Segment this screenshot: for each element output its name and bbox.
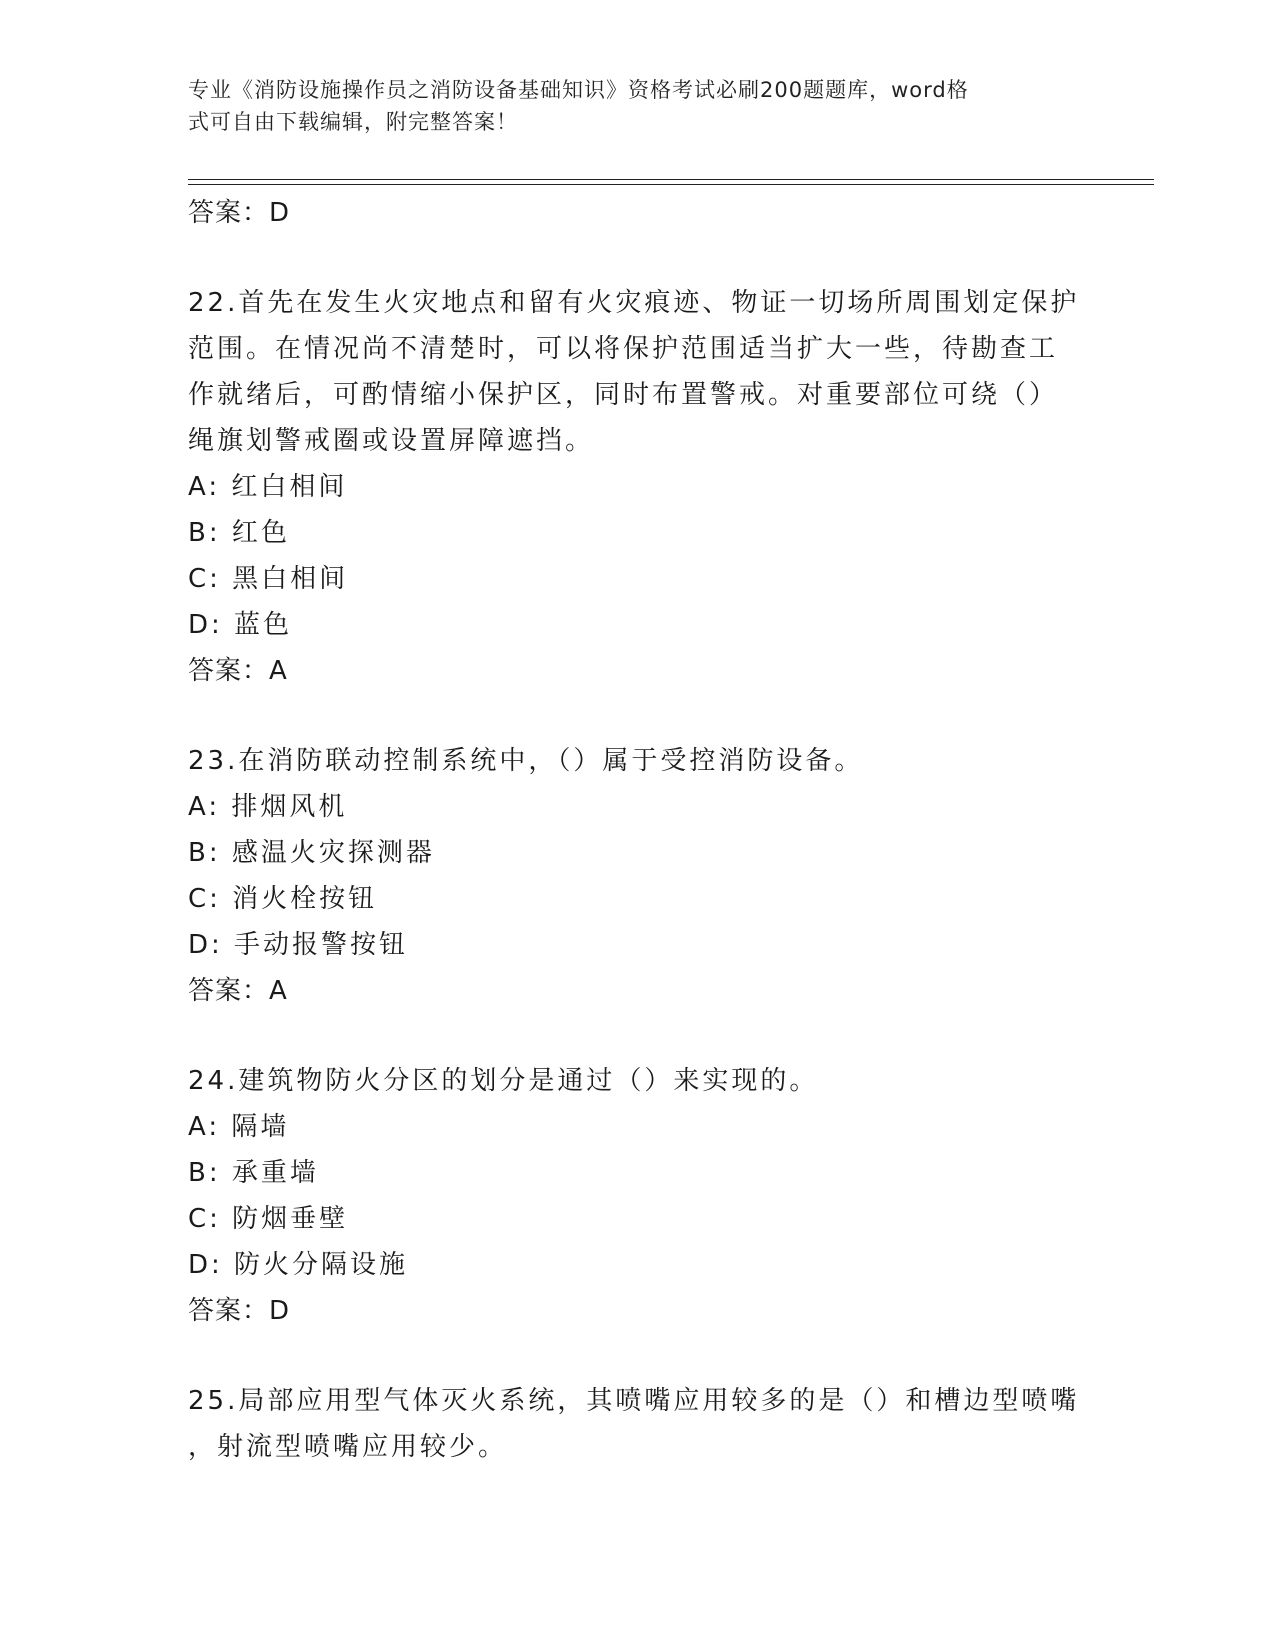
option-c: C: 消火栓按钮	[188, 884, 378, 914]
header-divider-top	[188, 179, 1154, 180]
question-line: 作就绪后，可酌情缩小保护区，同时布置警戒。对重要部位可绕（）	[188, 380, 1059, 410]
question-text	[188, 280, 1088, 464]
question-line: 25.局部应用型气体灭火系统，其喷嘴应用较多的是（）和槽边型喷嘴	[188, 1386, 1080, 1416]
answer-label: 答案：	[188, 976, 270, 1006]
question-23	[188, 738, 1088, 1014]
option-a: A: 排烟风机	[188, 792, 348, 822]
answer	[188, 968, 1088, 1014]
answer-value: D	[269, 1296, 291, 1326]
question-list	[188, 190, 1088, 1470]
header-divider-bottom	[188, 184, 1154, 185]
answer-value: A	[269, 656, 288, 686]
page-header	[188, 74, 1068, 138]
option-d: D: 蓝色	[188, 610, 293, 640]
previous-answer	[188, 190, 1088, 236]
answer-label: 答案：	[188, 1296, 270, 1326]
question-25	[188, 1378, 1088, 1470]
header-line-2: 式可自由下载编辑，附完整答案！	[188, 110, 518, 134]
question-line: 绳旗划警戒圈或设置屏障遮挡。	[188, 426, 595, 456]
question-line: ，射流型喷嘴应用较少。	[188, 1432, 508, 1462]
option-a: A: 红白相间	[188, 472, 348, 502]
answer	[188, 1288, 1088, 1334]
question-line: 范围。在情况尚不清楚时，可以将保护范围适当扩大一些，待勘查工	[188, 334, 1059, 364]
question-24	[188, 1058, 1088, 1334]
question-text	[188, 1058, 1088, 1104]
question-line: 22.首先在发生火灾地点和留有火灾痕迹、物证一切场所周围划定保护	[188, 288, 1080, 318]
question-text	[188, 1378, 1088, 1470]
option-b: B: 感温火灾探测器	[188, 838, 435, 868]
option-b: B: 红色	[188, 518, 290, 548]
header-line-1: 专业《消防设施操作员之消防设备基础知识》资格考试必刷200题题库，word格	[188, 78, 969, 102]
option-b: B: 承重墙	[188, 1158, 319, 1188]
question-line: 24.建筑物防火分区的划分是通过（）来实现的。	[188, 1066, 819, 1096]
option-c: C: 防烟垂壁	[188, 1204, 349, 1234]
option-d: D: 手动报警按钮	[188, 930, 409, 960]
question-line: 23.在消防联动控制系统中，（）属于受控消防设备。	[188, 746, 864, 776]
answer-label: 答案：	[188, 198, 270, 228]
option-a: A: 隔墙	[188, 1112, 290, 1142]
answer-value: D	[269, 198, 291, 228]
question-22	[188, 280, 1088, 694]
option-c: C: 黑白相间	[188, 564, 349, 594]
option-d: D: 防火分隔设施	[188, 1250, 409, 1280]
question-text	[188, 738, 1088, 784]
answer-value: A	[269, 976, 288, 1006]
answer	[188, 648, 1088, 694]
answer-label: 答案：	[188, 656, 270, 686]
